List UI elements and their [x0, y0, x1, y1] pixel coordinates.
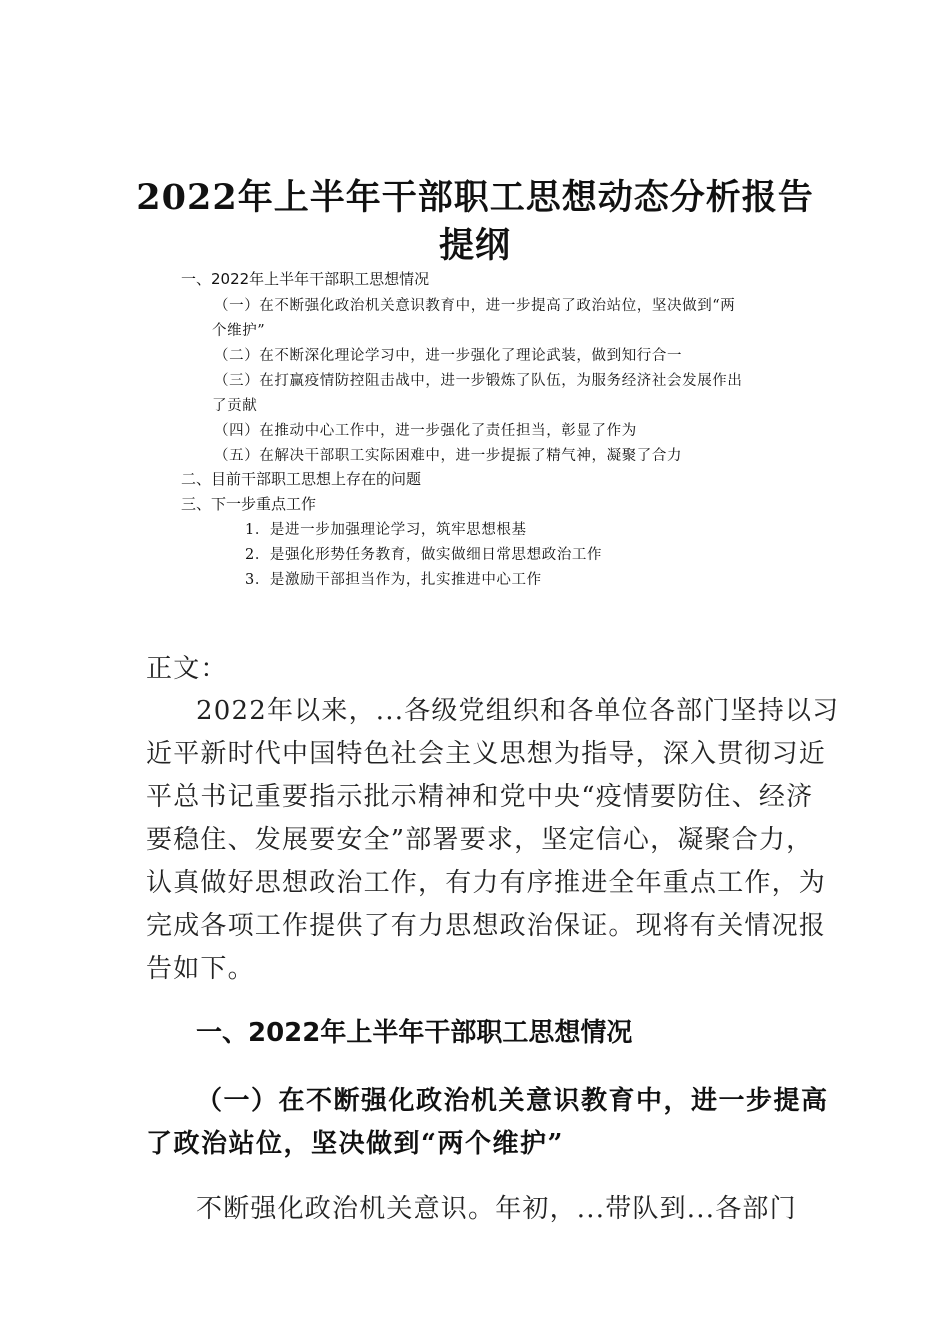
- intro-line-1: 2022年以来，...各级党组织和各单位各部门坚持以习: [196, 696, 840, 726]
- outline-item-1-3: （三）在打赢疫情防控阻击战中，进一步锻炼了队伍，为服务经济社会发展作出: [214, 373, 743, 389]
- outline-item-1-1: （一）在不断强化政治机关意识教育中，进一步提高了政治站位，坚决做到“两: [214, 298, 736, 314]
- outline-item-3-1: 1．是进一步加强理论学习，筑牢思想根基: [245, 522, 527, 538]
- body-label: 正文：: [146, 654, 228, 684]
- sub-heading-1-line1: （一）在不断强化政治机关意识教育中，进一步提高: [196, 1086, 829, 1116]
- intro-line-4: 要稳住、发展要安全”部署要求，坚定信心，凝聚合力，: [146, 825, 814, 855]
- outline-item-1-3-cont: 了贡献: [212, 398, 258, 414]
- intro-line-5: 认真做好思想政治工作，有力有序推进全年重点工作，为: [146, 868, 827, 898]
- outline-item-1-4: （四）在推动中心工作中，进一步强化了责任担当，彰显了作为: [214, 423, 637, 439]
- document-title-line1: 2022年上半年干部职工思想动态分析报告: [136, 177, 814, 218]
- outline-item-3-3: 3．是激励干部担当作为，扎实推进中心工作: [245, 572, 542, 588]
- document-title-line2: 提纲: [438, 225, 511, 266]
- outline-item-3-2: 2．是强化形势任务教育，做实做细日常思想政治工作: [245, 547, 603, 563]
- outline-section-2: 二、目前干部职工思想上存在的问题: [181, 470, 422, 488]
- outline-item-1-5: （五）在解决干部职工实际困难中，进一步提振了精气神，凝聚了合力: [214, 448, 683, 464]
- outline-section-1: 一、2022年上半年干部职工思想情况: [181, 270, 430, 288]
- outline-item-1-2: （二）在不断深化理论学习中，进一步强化了理论武装，做到知行合一: [214, 348, 683, 364]
- outline-section-3: 三、下一步重点工作: [181, 495, 317, 513]
- intro-line-3: 平总书记重要指示批示精神和党中央“疫情要防住、经济: [146, 782, 814, 812]
- outline-item-1-1-cont: 个维护”: [212, 323, 266, 339]
- sub-heading-1-line2: 了政治站位，坚决做到“两个维护”: [146, 1129, 564, 1159]
- intro-line-7: 告如下。: [146, 954, 255, 984]
- sub1-paragraph-line1: 不断强化政治机关意识。年初，...带队到...各部门: [196, 1194, 797, 1224]
- intro-line-6: 完成各项工作提供了有力思想政治保证。现将有关情况报: [146, 911, 827, 941]
- intro-line-2: 近平新时代中国特色社会主义思想为指导，深入贯彻习近: [146, 739, 827, 769]
- section-heading-1: 一、2022年上半年干部职工思想情况: [196, 1018, 633, 1048]
